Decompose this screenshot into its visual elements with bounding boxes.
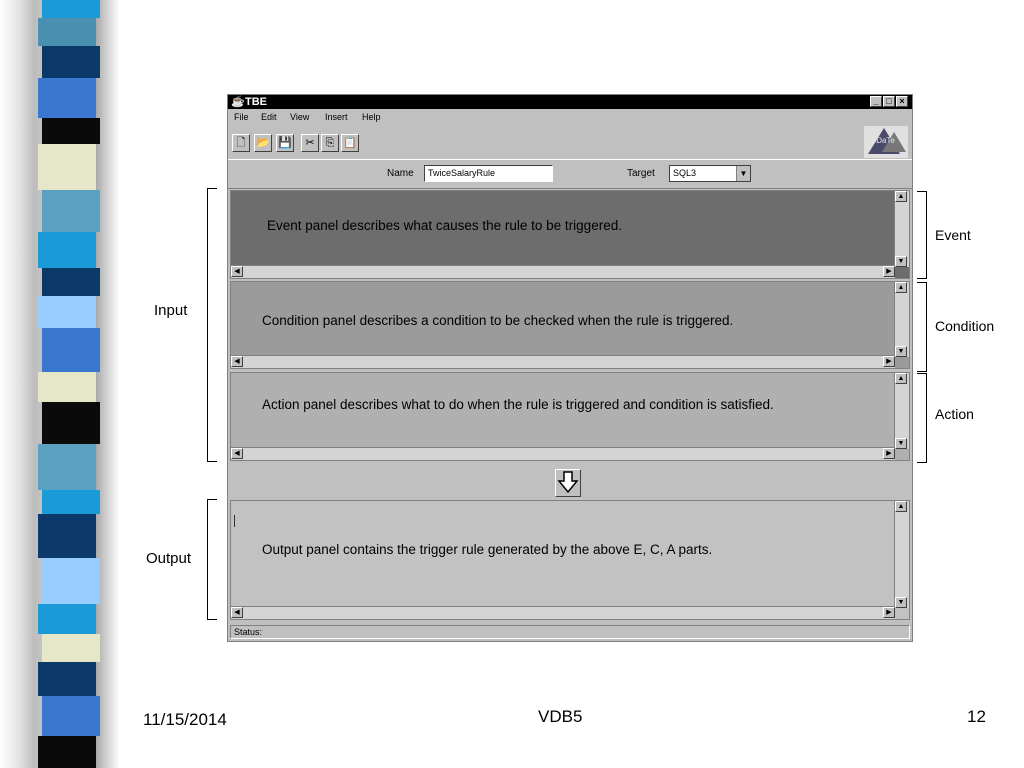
maximize-button[interactable]: □ <box>883 96 895 107</box>
scroll-left-icon[interactable]: ◀ <box>231 356 243 367</box>
menu-help[interactable]: Help <box>362 112 381 122</box>
stripe-segment <box>42 558 100 604</box>
open-folder-icon[interactable]: 📂 <box>254 134 272 152</box>
cut-icon[interactable]: ✂ <box>301 134 319 152</box>
condition-panel[interactable] <box>230 281 910 369</box>
new-file-icon[interactable]: 🗋 <box>232 134 250 152</box>
paste-icon[interactable]: 📋 <box>341 134 359 152</box>
action-text: Action panel describes what to do when the rule is triggered and condition is satisfied. <box>262 397 774 412</box>
copy-icon[interactable]: ⎘ <box>321 134 339 152</box>
scroll-right-icon[interactable]: ▶ <box>883 356 895 367</box>
input-bracket <box>207 188 217 462</box>
condition-vertical-scrollbar[interactable] <box>894 282 909 357</box>
stripe-segment <box>42 118 100 144</box>
stripe-segment <box>42 328 100 372</box>
menu-insert[interactable]: Insert <box>325 112 348 122</box>
codate-logo <box>864 126 908 158</box>
action-horizontal-scrollbar[interactable] <box>231 447 895 460</box>
save-icon[interactable]: 💾 <box>276 134 294 152</box>
menu-file[interactable]: File <box>234 112 249 122</box>
stripe-segment <box>42 402 100 444</box>
scroll-up-icon[interactable]: ▲ <box>895 373 907 384</box>
name-field[interactable]: TwiceSalaryRule <box>424 165 553 182</box>
stripe-segment <box>42 0 100 18</box>
text-cursor <box>234 515 235 527</box>
menu-edit[interactable]: Edit <box>261 112 277 122</box>
scroll-down-icon[interactable]: ▼ <box>895 597 907 608</box>
input-label: Input <box>154 302 188 319</box>
scroll-right-icon[interactable]: ▶ <box>883 607 895 618</box>
stripe-segment <box>42 46 100 78</box>
name-target-bar <box>228 159 912 189</box>
output-bracket <box>207 499 217 620</box>
action-panel[interactable] <box>230 372 910 461</box>
minimize-button[interactable]: _ <box>870 96 882 107</box>
footer-page-number: 12 <box>967 707 986 726</box>
decorative-stripe <box>0 0 120 768</box>
event-horizontal-scrollbar[interactable] <box>231 265 895 278</box>
status-bar: Status: <box>230 625 910 639</box>
scroll-up-icon[interactable]: ▲ <box>895 282 907 293</box>
scroll-right-icon[interactable]: ▶ <box>883 266 895 277</box>
scroll-left-icon[interactable]: ◀ <box>231 266 243 277</box>
logo-text: CoDaTe <box>866 136 895 145</box>
stripe-segment <box>38 736 96 768</box>
target-value: SQL3 <box>673 168 697 178</box>
toolbar <box>228 126 912 158</box>
stripe-segment <box>38 514 96 558</box>
scroll-left-icon[interactable]: ◀ <box>231 607 243 618</box>
menu-bar <box>228 110 912 124</box>
output-horizontal-scrollbar[interactable] <box>231 606 895 619</box>
footer-date: 11/15/2014 <box>143 710 227 729</box>
scroll-up-icon[interactable]: ▲ <box>895 191 907 202</box>
stripe-segment <box>42 490 100 514</box>
event-text: Event panel describes what causes the rule to be triggered. <box>267 218 622 233</box>
stripe-segment <box>38 18 96 46</box>
condition-text: Condition panel describes a condition to be checked when the rule is triggered. <box>262 313 734 328</box>
event-panel[interactable] <box>230 190 910 279</box>
scroll-up-icon[interactable]: ▲ <box>895 501 907 512</box>
menu-view[interactable]: View <box>290 112 310 122</box>
stripe-segment <box>38 662 96 696</box>
close-button[interactable]: × <box>896 96 908 107</box>
footer-title: VDB5 <box>538 707 583 726</box>
stripe-segment <box>38 78 96 118</box>
name-label: Name <box>387 168 414 179</box>
action-bracket <box>917 373 927 463</box>
stripe-segment <box>38 144 96 190</box>
chevron-down-icon[interactable]: ▼ <box>736 166 750 181</box>
target-select[interactable] <box>669 165 751 182</box>
stripe-segment <box>42 268 100 296</box>
scroll-right-icon[interactable]: ▶ <box>883 448 895 459</box>
scroll-down-icon[interactable]: ▼ <box>895 256 907 267</box>
down-arrow-icon <box>557 470 579 494</box>
condition-label: Condition <box>935 318 995 334</box>
condition-bracket <box>917 282 927 372</box>
scroll-down-icon[interactable]: ▼ <box>895 346 907 357</box>
output-label: Output <box>146 550 192 567</box>
output-text: Output panel contains the trigger rule generated by the above E, C, A parts. <box>262 542 713 557</box>
target-label: Target <box>627 168 655 179</box>
scroll-down-icon[interactable]: ▼ <box>895 438 907 449</box>
window-title: TBE <box>245 96 267 108</box>
stripe-segment <box>38 296 96 328</box>
stripe-segment <box>38 372 96 402</box>
output-panel[interactable] <box>230 500 910 620</box>
stripe-segment <box>38 232 96 268</box>
stripe-band <box>0 0 120 768</box>
condition-horizontal-scrollbar[interactable] <box>231 355 895 368</box>
generate-button[interactable] <box>555 469 581 497</box>
event-label: Event <box>935 227 971 243</box>
scroll-left-icon[interactable]: ◀ <box>231 448 243 459</box>
app-icon: ☕ <box>231 96 245 108</box>
event-vertical-scrollbar[interactable] <box>894 191 909 267</box>
stripe-segment <box>42 696 100 736</box>
stripe-segment <box>42 634 100 662</box>
event-bracket <box>917 191 927 279</box>
stripe-segment <box>38 444 96 490</box>
stripe-segment <box>42 190 100 232</box>
output-vertical-scrollbar[interactable] <box>894 501 909 608</box>
action-vertical-scrollbar[interactable] <box>894 373 909 449</box>
action-label: Action <box>935 406 974 422</box>
stripe-segment <box>38 604 96 634</box>
tbe-window <box>227 94 913 642</box>
title-bar <box>228 95 912 109</box>
